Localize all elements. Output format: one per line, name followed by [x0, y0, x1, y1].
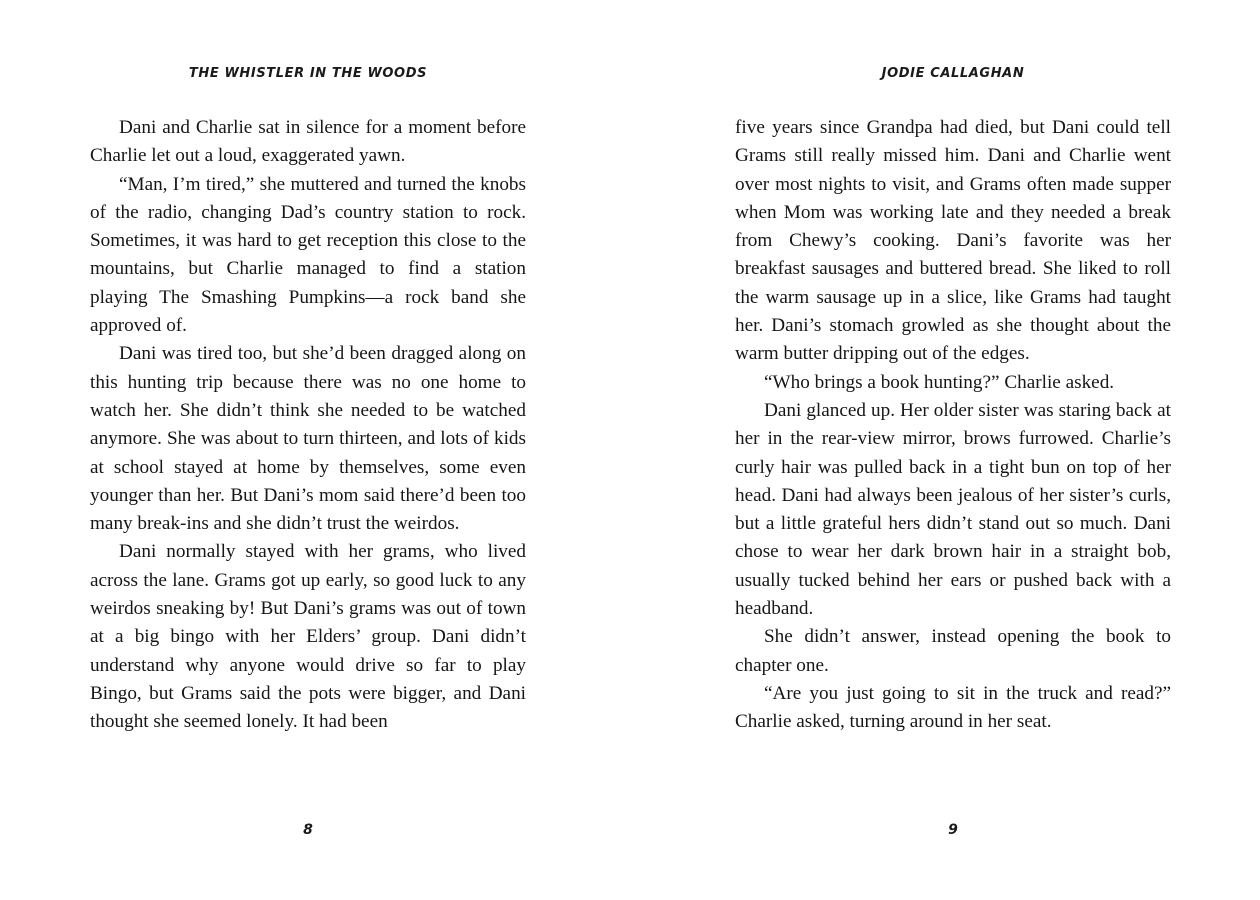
paragraph: Dani was tired too, but she’d been dragged along on this hunting trip because there was no one home to watch her. She didn’t think she needed to be watched anymore. She was about to turn thirteen, and lots of kids at school stayed at home by themselves, some even younger than her. But Dani’s mom said there’d been too many break-ins and she didn’t trust the weirdos.: [90, 343, 526, 535]
paragraph: “Man, I’m tired,” she muttered and turned the knobs of the radio, changing Dad’s country station to rock. Sometimes, it was hard to get reception this close to the mountains, but Charlie managed to find a station playing The Smashing Pumpkins—a rock band she approved of.: [90, 173, 526, 337]
right-body-text: [735, 114, 1171, 737]
left-page: [90, 0, 526, 900]
paragraph: Dani and Charlie sat in silence for a moment before Charlie let out a loud, exaggerated yawn.: [90, 117, 526, 167]
right-running-head: JODIE CALLAGHAN: [881, 66, 1025, 81]
left-body-text: [90, 114, 526, 737]
paragraph: Dani glanced up. Her older sister was staring back at her in the rear-view mirror, brows furrowed. Charlie’s curly hair was pulled back in a tight bun on top of her head. Dani had always been jealous of her sister’s curls, but a little grateful hers didn’t stand out so much. Dani chose to wear her dark brown hair in a straight bob, usually tucked behind her ears or pushed back with a headband.: [735, 399, 1171, 620]
right-page-number: 9: [948, 822, 958, 838]
left-running-head: THE WHISTLER IN THE WOODS: [188, 66, 428, 81]
right-page: [735, 0, 1171, 900]
paragraph: Dani normally stayed with her grams, who lived across the lane. Grams got up early, so good luck to any weirdos sneaking by! But Dani’s grams was out of town at a big bingo with her Elders’ group. Dani didn’t understand why anyone would drive so far to play Bingo, but Grams said the pots were bigger, and Dani thought she seemed lonely. It had been: [90, 541, 526, 733]
paragraph-continued: five years since Grandpa had died, but Dani could tell Grams still really missed him. Dani and Charlie went over most nights to visit, and Grams often made supper when Mom was working late and they needed a break from Chewy’s cooking. Dani’s favorite was her breakfast sausages and buttered bread. She liked to roll the warm sausage up in a slice, like Grams had taught her. Dani’s stomach growled as she thought about the warm butter dripping out of the edges.: [735, 117, 1171, 365]
paragraph: She didn’t answer, instead opening the book to chapter one.: [735, 626, 1171, 676]
paragraph: “Are you just going to sit in the truck and read?” Charlie asked, turning around in her seat.: [735, 682, 1171, 733]
paragraph: “Who brings a book hunting?” Charlie asked.: [764, 371, 1115, 393]
left-page-number: 8: [303, 822, 313, 838]
